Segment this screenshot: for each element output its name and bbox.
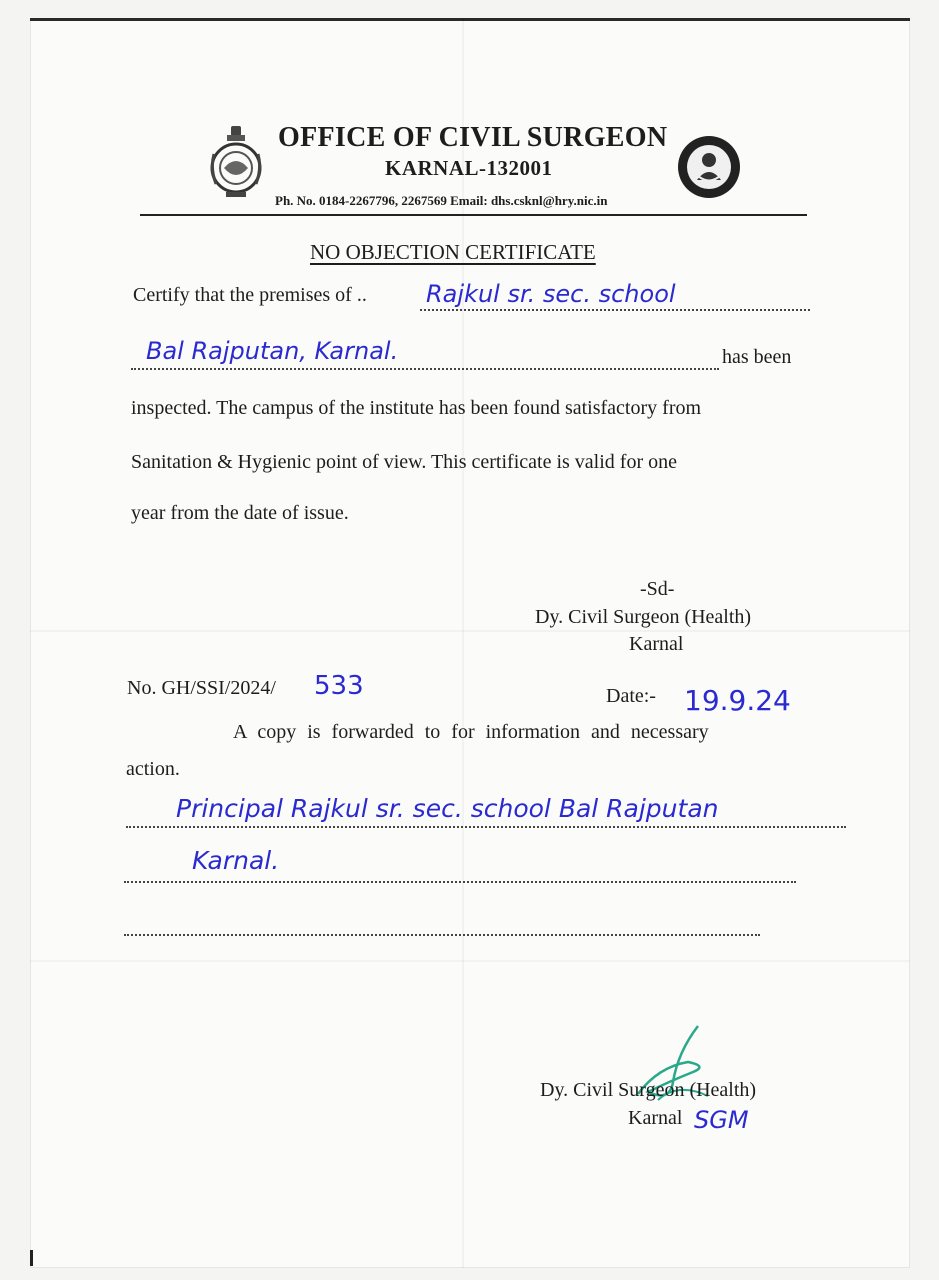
office-title: OFFICE OF CIVIL SURGEON	[278, 122, 668, 153]
certificate-heading: NO OBJECTION CERTIFICATE	[310, 240, 596, 264]
signature2-initials: SGM	[694, 1106, 749, 1134]
signature1-designation: Dy. Civil Surgeon (Health)	[535, 606, 752, 628]
forward-line2: action.	[126, 758, 180, 780]
paper-edge-mark	[30, 1250, 33, 1266]
recipient-line2-handwritten: Karnal.	[192, 846, 280, 875]
signature2-designation: Dy. Civil Surgeon (Health)	[540, 1079, 757, 1101]
recipient-dotted-line3	[124, 934, 760, 936]
certificate-line5: year from the date of issue.	[131, 502, 349, 524]
contact-details: Ph. No. 0184-2267796, 2267569 Email: dhs.csknl@hry.nic.in	[275, 193, 608, 208]
signature-sd: -Sd-	[640, 578, 675, 600]
paper-top-edge	[30, 18, 910, 21]
certificate-line2-suffix: has been	[722, 346, 792, 368]
header-rule	[140, 214, 807, 216]
address-dotted-line	[131, 368, 719, 370]
premises-dotted-line	[420, 309, 810, 311]
recipient-line1-handwritten: Principal Rajkul sr. sec. school Bal Rajputan	[176, 794, 719, 823]
haryana-emblem-icon	[206, 124, 266, 200]
premises-handwritten: Rajkul sr. sec. school	[426, 280, 676, 308]
health-department-logo-icon	[676, 134, 742, 200]
recipient-dotted-line2	[124, 881, 796, 883]
date-label: Date:-	[606, 685, 656, 707]
date-handwritten: 19.9.24	[684, 684, 791, 717]
recipient-dotted-line1	[126, 826, 846, 828]
signature1-place: Karnal	[629, 633, 684, 655]
certificate-line4: Sanitation & Hygienic point of view. This certificate is valid for one	[131, 451, 677, 473]
reference-number-prefix: No. GH/SSI/2024/	[127, 677, 276, 699]
address-handwritten: Bal Rajputan, Karnal.	[146, 337, 399, 365]
fold-crease-horizontal	[30, 630, 910, 632]
fold-crease-horizontal-lower	[30, 960, 910, 962]
forward-line1: A copy is forwarded to for information and necessary	[233, 721, 709, 743]
office-subtitle: KARNAL-132001	[385, 156, 553, 180]
signature2-place: Karnal	[628, 1107, 683, 1129]
certificate-line3: inspected. The campus of the institute has been found satisfactory from	[131, 397, 702, 419]
reference-number-handwritten: 533	[314, 671, 364, 701]
certificate-line1-prefix: Certify that the premises of ..	[133, 284, 367, 306]
